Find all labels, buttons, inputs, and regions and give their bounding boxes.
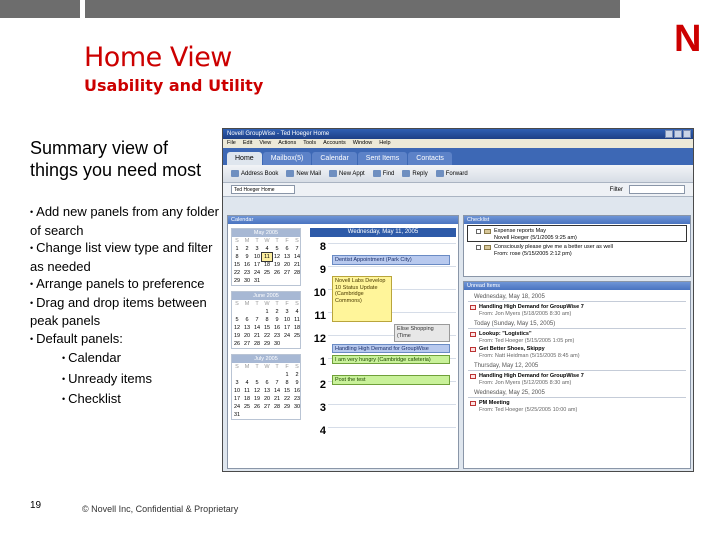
message-text	[479, 346, 580, 359]
calendar-day[interactable]: 17	[283, 325, 291, 331]
appointment[interactable]: Dentist Appointment (Park City)	[332, 255, 450, 265]
calendar-day[interactable]: 21	[253, 333, 261, 339]
message-from: From: Ted Hoeger (5/25/2005 10:00 am)	[479, 406, 578, 413]
top-bar-left	[0, 0, 80, 18]
checklist-panel	[463, 215, 691, 277]
weekday-label: S	[235, 238, 239, 244]
unread-mail-icon	[470, 401, 476, 406]
calendar-day[interactable]: 24	[283, 333, 291, 339]
calendar-day[interactable]: 17	[233, 396, 241, 402]
new-appt-button[interactable]	[329, 170, 365, 177]
calendar-day[interactable]: 12	[253, 388, 261, 394]
unread-mail-icon	[470, 347, 476, 352]
menu-item[interactable]: Tools	[303, 140, 317, 146]
calendar-day[interactable]: 17	[253, 262, 261, 268]
calendar-day[interactable]: 23	[293, 396, 301, 402]
footer-text: © Novell Inc, Confidential & Proprietary	[82, 504, 239, 514]
envelope-icon	[484, 245, 491, 250]
hour-label: 11	[314, 310, 326, 322]
bullet-item: • Default panels:	[30, 330, 220, 349]
new-mail-icon	[286, 170, 294, 177]
calendar-day[interactable]: 27	[283, 270, 291, 276]
novell-logo-letter: N	[674, 18, 702, 54]
calendar-day	[252, 308, 262, 316]
calendar-day[interactable]: 23	[243, 270, 251, 276]
calendar-day[interactable]: 29	[263, 341, 271, 347]
menu-item[interactable]: Edit	[242, 140, 253, 146]
message-text	[479, 373, 584, 386]
appointment[interactable]: Novell Labs Develop 10 Status Update (Cambridge Commons)	[332, 276, 392, 322]
forward-icon	[436, 170, 444, 177]
mini-calendar-month: May 2005	[232, 229, 300, 237]
page-number: 19	[30, 500, 42, 511]
lead-text: Summary view of things you need most	[30, 138, 202, 180]
calendar-day[interactable]: 7	[275, 380, 279, 386]
calendar-day[interactable]: 18	[263, 262, 271, 268]
checklist-text	[494, 244, 613, 257]
calendar-day[interactable]: 3	[235, 380, 239, 386]
weekday-label: T	[275, 301, 279, 307]
message-row[interactable]	[464, 398, 690, 413]
message-subject: PM Meeting	[479, 400, 510, 406]
calendar-day[interactable]: 5	[255, 380, 259, 386]
weekday-label: T	[275, 238, 279, 244]
calendar-day[interactable]: 19	[233, 333, 241, 339]
message-text	[479, 304, 584, 317]
reply-icon	[402, 170, 410, 177]
hour-label: 3	[319, 402, 326, 414]
calendar-day[interactable]: 3	[255, 246, 259, 252]
weekday-label: S	[235, 301, 239, 307]
calendar-day[interactable]: 20	[263, 396, 271, 402]
unread-mail-icon	[470, 305, 476, 310]
bullet-item: • Arrange panels to preference	[30, 275, 220, 294]
calendar-day	[262, 371, 272, 379]
calendar-day[interactable]: 15	[283, 388, 291, 394]
calendar-day[interactable]: 15	[263, 325, 271, 331]
checkbox-icon[interactable]	[476, 229, 481, 234]
appointment[interactable]: Post the test	[332, 375, 450, 385]
weekday-label: T	[255, 301, 259, 307]
groupwise-window	[222, 128, 694, 472]
calendar-day[interactable]: 25	[293, 333, 301, 339]
mini-calendar-month: July 2005	[232, 355, 300, 363]
message-from: From: Jon Myers (5/18/2005 8:30 am)	[479, 310, 572, 317]
checklist-subject: Consciously please give me a better user as well	[494, 244, 613, 250]
toolbar-label: New Appt	[339, 170, 365, 177]
slide-title: Home View	[84, 42, 232, 73]
date-group-header: Wednesday, May 18, 2005	[468, 290, 686, 302]
menu-item[interactable]: File	[227, 140, 236, 146]
mini-calendar	[231, 228, 301, 286]
weekday-label: S	[295, 364, 299, 370]
calendar-day[interactable]: 2	[295, 372, 299, 378]
filter-input[interactable]	[629, 185, 685, 194]
tab-sent-items[interactable]: Sent Items	[358, 152, 407, 165]
find-button[interactable]	[373, 170, 395, 177]
mini-calendar-grid	[232, 237, 300, 285]
calendar-day[interactable]: 28	[293, 270, 301, 276]
calendar-day[interactable]: 7	[295, 246, 299, 252]
calendar-day[interactable]: 10	[253, 254, 261, 260]
calendar-day	[232, 371, 242, 379]
calendar-day[interactable]: 14	[293, 254, 301, 260]
message-subject: Handling High Demand for GroupWise 7	[479, 304, 584, 310]
calendar-day[interactable]: 11	[294, 317, 300, 323]
calendar-day[interactable]: 23	[273, 333, 281, 339]
calendar-day[interactable]: 18	[293, 325, 301, 331]
new-mail-button[interactable]	[286, 170, 321, 177]
calendar-day	[252, 371, 262, 379]
calendar-day[interactable]: 6	[245, 317, 249, 323]
weekday-label: F	[285, 301, 289, 307]
appointment[interactable]: Handling High Demand for GroupWise	[332, 344, 450, 353]
calendar-day[interactable]: 22	[233, 270, 241, 276]
calendar-day[interactable]: 21	[273, 396, 281, 402]
hour-label: 12	[313, 333, 326, 345]
calendar-day[interactable]: 26	[273, 270, 281, 276]
calendar-day[interactable]: 5	[275, 246, 279, 252]
message-text	[479, 400, 577, 413]
calendar-day[interactable]: 19	[273, 262, 281, 268]
calendar-day[interactable]: 1	[265, 309, 269, 315]
minimize-icon[interactable]	[665, 130, 673, 138]
address-book-button[interactable]	[231, 170, 278, 177]
unread-items-panel	[463, 281, 691, 469]
calendar-day[interactable]: 16	[243, 262, 251, 268]
calendar-day[interactable]: 13	[243, 325, 251, 331]
calendar-day	[242, 308, 252, 316]
weekday-label: M	[244, 238, 250, 244]
hour-label: 10	[313, 287, 326, 299]
weekday-label: S	[295, 301, 299, 307]
envelope-icon	[484, 229, 491, 234]
calendar-day[interactable]: 18	[243, 396, 251, 402]
menu-item[interactable]: View	[259, 140, 272, 146]
bullet-item: • Change list view type and filter as needed	[30, 239, 220, 275]
checklist-from: Novell Hoeger (5/1/2005 9:25 am)	[494, 234, 577, 241]
calendar-day[interactable]: 11	[262, 253, 272, 261]
hour-label: 2	[319, 379, 326, 391]
filter-label: Filter	[609, 186, 623, 193]
calendar-day[interactable]: 10	[283, 317, 291, 323]
calendar-day[interactable]: 19	[253, 396, 261, 402]
folder-address-field[interactable]: Ted Hoeger Home	[231, 185, 295, 194]
checklist-item[interactable]	[464, 242, 690, 257]
menu-bar	[223, 139, 693, 148]
calendar-day[interactable]: 7	[255, 317, 259, 323]
weekday-label: W	[264, 364, 270, 370]
mini-calendar-grid	[232, 300, 300, 348]
calendar-day[interactable]: 9	[275, 317, 279, 323]
calendar-day[interactable]: 8	[235, 254, 239, 260]
calendar-day[interactable]: 29	[233, 278, 241, 284]
calendar-day[interactable]: 25	[243, 404, 251, 410]
checklist-item[interactable]	[467, 225, 687, 242]
toolbar-label: Forward	[445, 170, 468, 177]
weekday-label: S	[235, 364, 239, 370]
message-text	[479, 331, 574, 344]
panel-header: Checklist	[464, 216, 690, 224]
calendar-day[interactable]: 27	[243, 341, 251, 347]
calendar-day[interactable]: 30	[243, 278, 251, 284]
calendar-day[interactable]: 31	[253, 278, 261, 284]
forward-button[interactable]	[436, 170, 468, 177]
calendar-day[interactable]: 13	[263, 388, 271, 394]
hour-line	[328, 404, 456, 405]
panel-header: Unread Items	[464, 282, 690, 290]
folder-tabs	[223, 148, 693, 165]
message-from: From: Jon Myers (5/12/2005 8:30 am)	[479, 379, 572, 386]
unread-mail-icon	[470, 332, 476, 337]
calendar-day[interactable]: 2	[245, 246, 249, 252]
calendar-day[interactable]: 16	[293, 388, 301, 394]
mini-calendar-month: June 2005	[232, 292, 300, 300]
mini-calendar-grid	[232, 363, 300, 419]
sub-bullet-item: • Unready items	[30, 369, 220, 390]
weekday-label: F	[285, 238, 289, 244]
message-from: From: Natt Heidman (5/15/2005 8:45 am)	[479, 352, 580, 359]
weekday-label: T	[275, 364, 279, 370]
appointment[interactable]: I am very hungry (Cambridge cafeteria)	[332, 355, 450, 364]
appointment[interactable]: Elise Shopping (Time	[394, 324, 450, 342]
hour-line	[328, 243, 456, 244]
tab-mailbox[interactable]: Mailbox(5)	[263, 152, 312, 165]
calendar-day[interactable]: 21	[293, 262, 301, 268]
calendar-day[interactable]: 30	[293, 404, 301, 410]
toolbar-label: Find	[382, 170, 395, 177]
calendar-day[interactable]: 4	[265, 246, 269, 252]
weekday-label: W	[264, 301, 270, 307]
date-group-header: Wednesday, May 25, 2005	[468, 386, 686, 398]
unread-mail-icon	[470, 374, 476, 379]
tab-home[interactable]: Home	[227, 152, 262, 165]
message-subject: Get Better Shoes, Skippy	[479, 346, 545, 352]
toolbar-label: New Mail	[296, 170, 322, 177]
checklist-text	[494, 228, 577, 241]
calendar-day[interactable]: 1	[235, 246, 239, 252]
calendar-day[interactable]: 2	[275, 309, 279, 315]
panel-header: Calendar	[228, 216, 458, 224]
hour-line	[328, 427, 456, 428]
calendar-day[interactable]: 29	[283, 404, 291, 410]
calendar-day[interactable]: 20	[243, 333, 251, 339]
bullet-item: • Add new panels from any folder of search	[30, 203, 220, 239]
calendar-day[interactable]: 26	[233, 341, 241, 347]
window-title: Novell GroupWise - Ted Hoeger Home	[227, 131, 330, 137]
slide-subtitle: Usability and Utility	[84, 76, 264, 95]
sub-bullet-item: • Calendar	[30, 348, 220, 369]
message-row[interactable]	[464, 329, 690, 344]
novell-logo	[672, 18, 708, 54]
tab-contacts[interactable]: Contacts	[408, 152, 452, 165]
hour-label: 4	[319, 425, 326, 437]
home-panels	[227, 215, 691, 469]
reply-button[interactable]	[402, 170, 427, 177]
top-bar-right	[85, 0, 620, 18]
calendar-day[interactable]: 9	[245, 254, 249, 260]
calendar-panel	[227, 215, 459, 469]
calendar-day[interactable]: 5	[235, 317, 239, 323]
calendar-day[interactable]: 13	[283, 254, 291, 260]
mini-calendar	[231, 354, 301, 420]
message-row[interactable]	[464, 344, 690, 359]
calendar-day	[272, 371, 282, 379]
date-group-header: Thursday, May 12, 2005	[468, 359, 686, 371]
navigation-bar	[223, 183, 693, 197]
calendar-day[interactable]: 24	[233, 404, 241, 410]
menu-item[interactable]: Window	[352, 140, 373, 146]
message-row[interactable]	[464, 371, 690, 386]
calendar-day[interactable]: 24	[253, 270, 261, 276]
address-book-icon	[231, 170, 239, 177]
weekday-label: T	[255, 238, 259, 244]
find-icon	[373, 170, 381, 177]
message-subject: Lookup: "Logistics"	[479, 331, 532, 337]
calendar-day[interactable]: 22	[263, 333, 271, 339]
date-group-header: Today (Sunday, May 15, 2005)	[468, 317, 686, 329]
calendar-day[interactable]: 20	[283, 262, 291, 268]
weekday-label: F	[285, 364, 289, 370]
calendar-day[interactable]: 9	[295, 380, 299, 386]
mini-calendars	[231, 228, 303, 425]
unread-list	[464, 290, 690, 413]
bullet-list	[30, 203, 220, 410]
calendar-day[interactable]: 6	[285, 246, 289, 252]
day-view	[310, 228, 456, 464]
calendar-day[interactable]: 4	[295, 309, 299, 315]
menu-item[interactable]: Help	[379, 140, 391, 146]
checklist-subject: Expense reports May	[494, 228, 546, 234]
new-appt-icon	[329, 170, 337, 177]
checklist-from: From: rose (5/15/2005 2:12 pm)	[494, 250, 572, 257]
checklist-items	[464, 225, 690, 257]
toolbar-label: Address Book	[241, 170, 279, 177]
calendar-day[interactable]: 15	[233, 262, 241, 268]
weekday-label: W	[264, 238, 270, 244]
calendar-day[interactable]: 16	[273, 325, 281, 331]
mini-calendar	[231, 291, 301, 349]
message-subject: Handling High Demand for GroupWise 7	[479, 373, 584, 379]
weekday-label: M	[244, 301, 250, 307]
calendar-day[interactable]: 25	[263, 270, 271, 276]
hour-label: 1	[319, 356, 326, 368]
calendar-day[interactable]: 14	[273, 388, 281, 394]
calendar-day[interactable]: 28	[273, 404, 281, 410]
calendar-day[interactable]: 31	[233, 412, 241, 418]
weekday-label: T	[255, 364, 259, 370]
maximize-icon[interactable]	[674, 130, 682, 138]
calendar-day[interactable]: 10	[233, 388, 241, 394]
calendar-day[interactable]: 3	[285, 309, 289, 315]
menu-item[interactable]: Actions	[278, 140, 297, 146]
calendar-day[interactable]: 14	[253, 325, 261, 331]
calendar-day[interactable]: 12	[233, 325, 241, 331]
calendar-day	[232, 308, 242, 316]
window-titlebar	[223, 129, 693, 139]
menu-item[interactable]: Accounts	[323, 140, 346, 146]
calendar-day	[242, 371, 252, 379]
calendar-day[interactable]: 8	[265, 317, 269, 323]
toolbar	[223, 165, 693, 183]
calendar-day[interactable]: 26	[253, 404, 261, 410]
calendar-day[interactable]: 22	[283, 396, 291, 402]
calendar-day[interactable]: 6	[265, 380, 269, 386]
bullet-item: • Drag and drop items between peak panels	[30, 294, 220, 330]
hour-line	[328, 266, 456, 267]
tab-calendar[interactable]: Calendar	[312, 152, 356, 165]
hour-label: 8	[319, 241, 326, 253]
calendar-day[interactable]: 27	[263, 404, 271, 410]
sub-bullet-item: • Checklist	[30, 389, 220, 410]
day-header: Wednesday, May 11, 2005	[310, 228, 456, 237]
toolbar-label: Reply	[412, 170, 428, 177]
message-row[interactable]	[464, 302, 690, 317]
weekday-label: M	[244, 364, 250, 370]
calendar-day[interactable]: 4	[245, 380, 249, 386]
calendar-day[interactable]: 8	[285, 380, 289, 386]
calendar-day[interactable]: 28	[253, 341, 261, 347]
calendar-day[interactable]: 12	[273, 254, 281, 260]
close-icon[interactable]	[683, 130, 691, 138]
hour-label: 9	[319, 264, 326, 276]
message-from: From: Ted Hoeger (5/15/2005 1:05 pm)	[479, 337, 575, 344]
weekday-label: S	[295, 238, 299, 244]
checkbox-icon[interactable]	[476, 245, 481, 250]
calendar-day[interactable]: 30	[273, 341, 281, 347]
calendar-day[interactable]: 1	[285, 372, 289, 378]
calendar-day[interactable]: 11	[244, 388, 250, 394]
